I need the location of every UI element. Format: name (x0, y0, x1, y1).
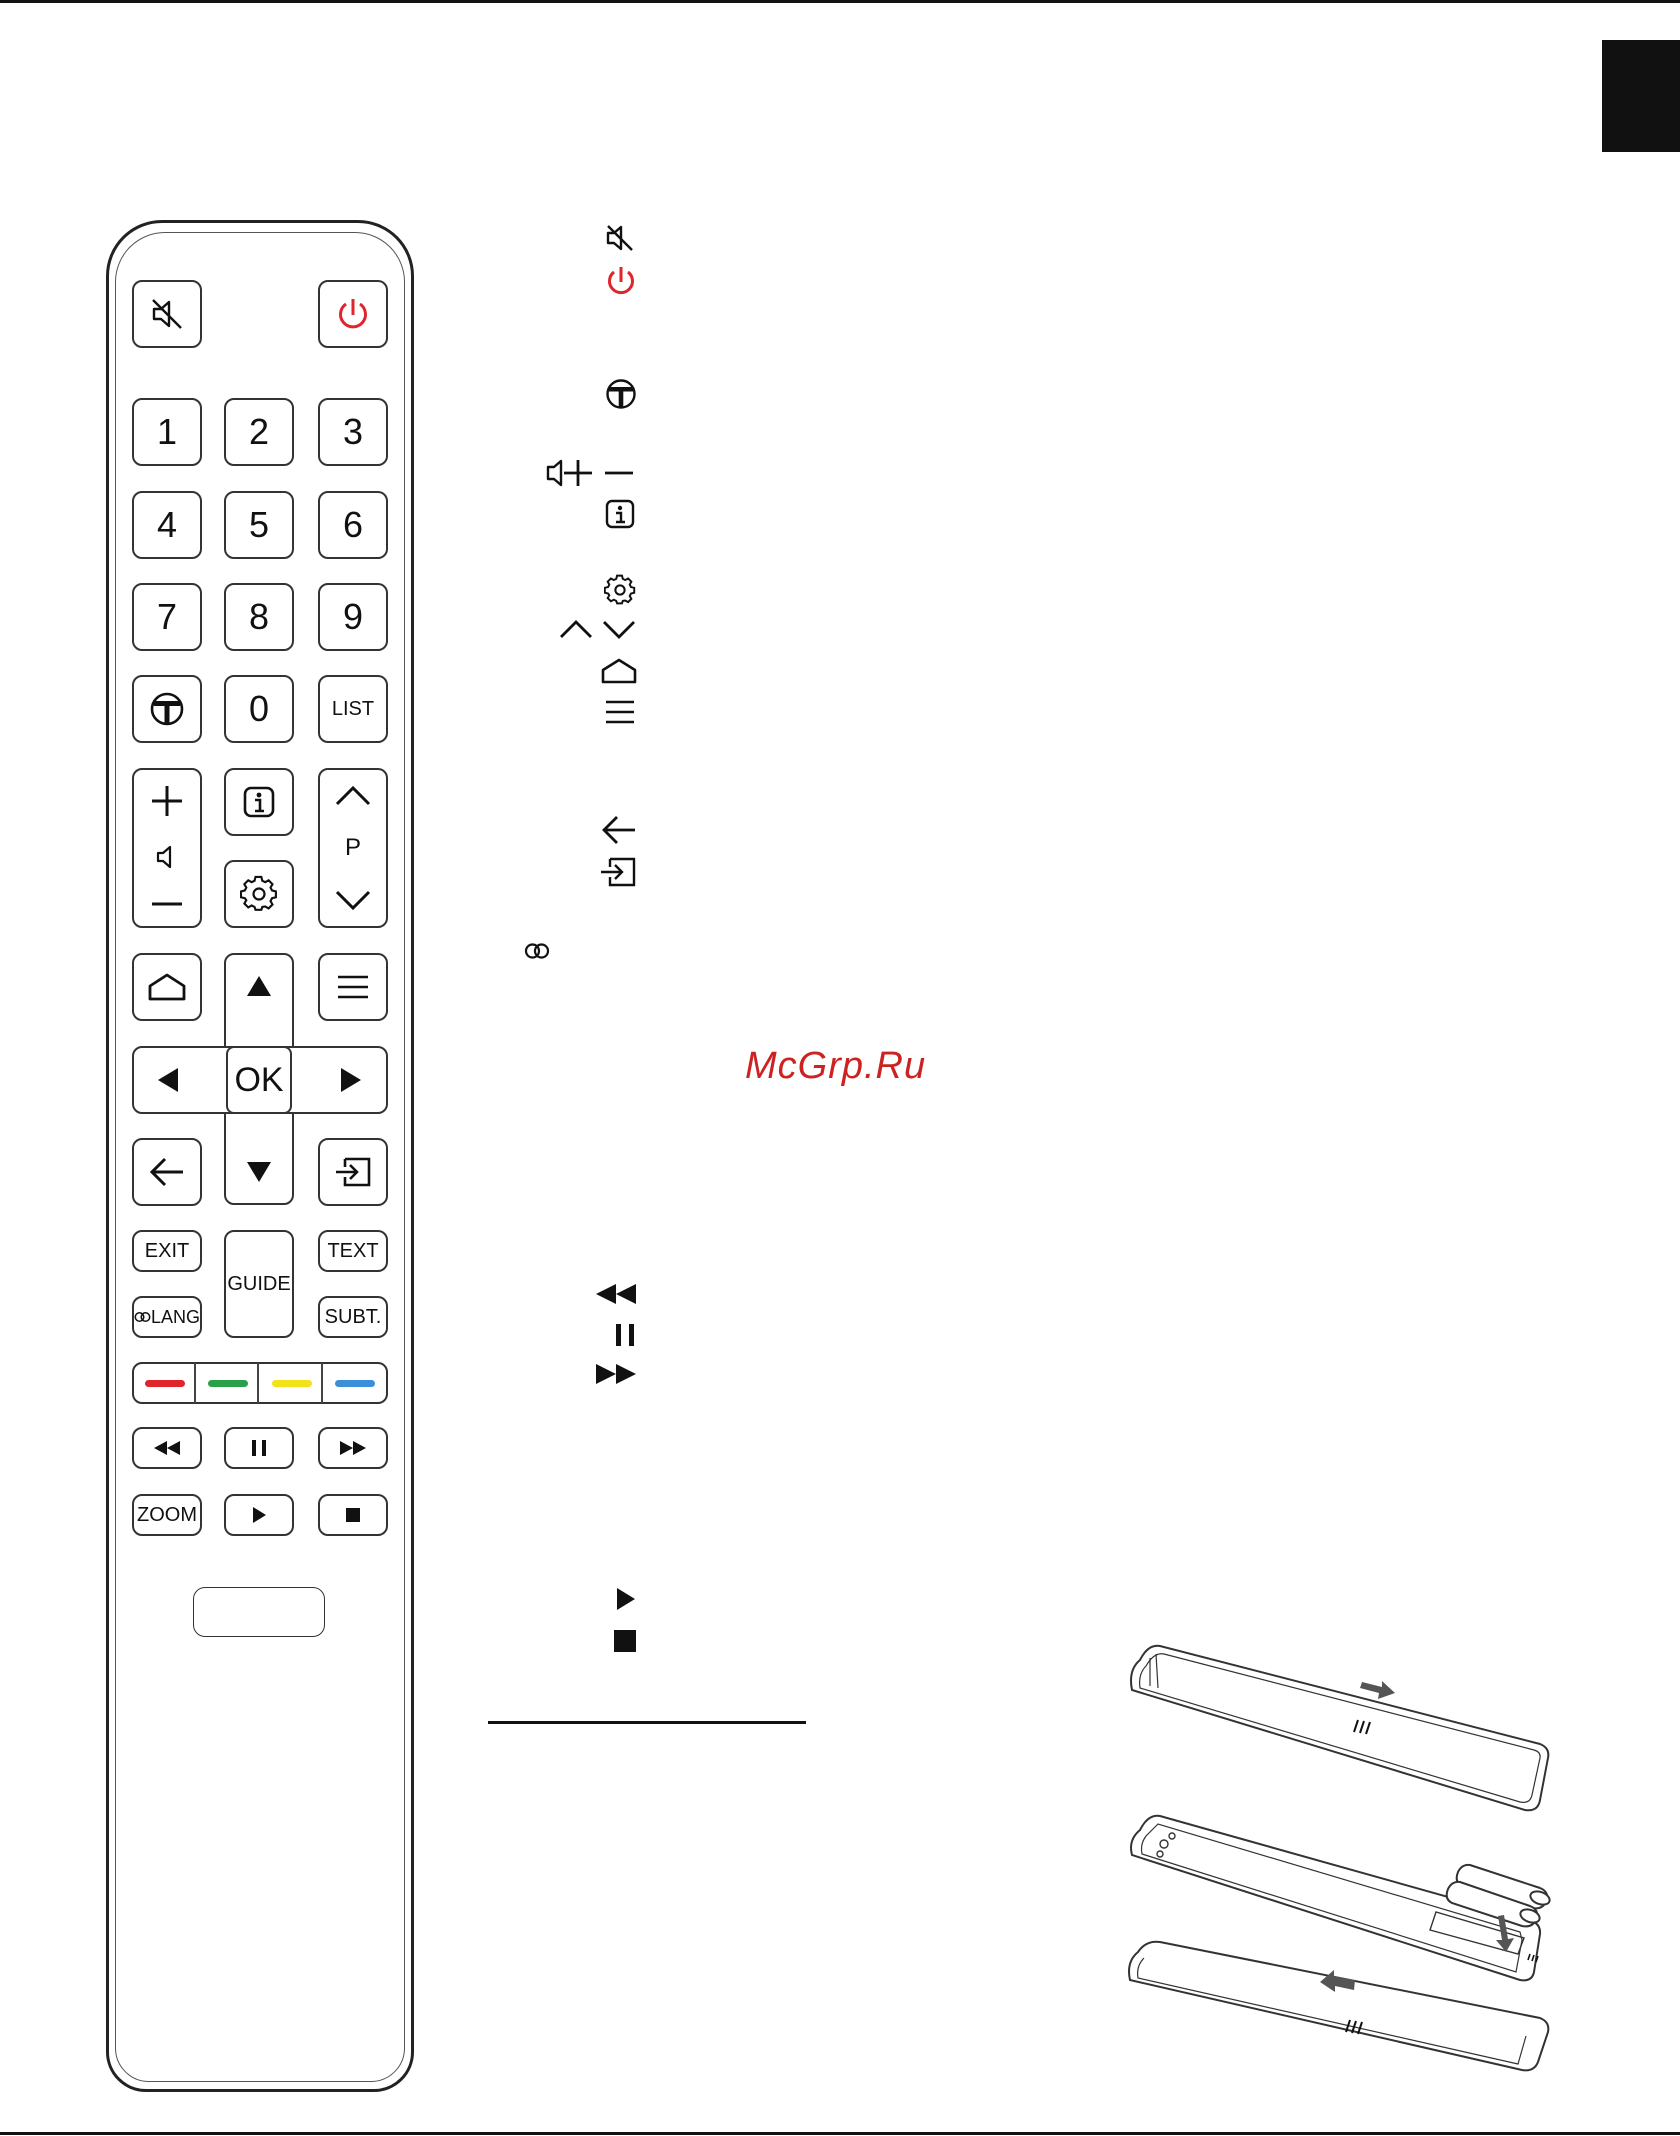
mute-icon (604, 222, 636, 254)
ok-label: OK (234, 1060, 284, 1099)
mute-button[interactable] (132, 280, 202, 348)
arrow-up-icon[interactable] (245, 974, 273, 998)
tv-t-icon (604, 377, 638, 411)
tv-t-button[interactable] (132, 675, 202, 743)
ok-button[interactable] (226, 1046, 292, 1114)
play-button[interactable] (224, 1494, 294, 1536)
back-icon (600, 814, 638, 846)
chevron-down-icon[interactable] (333, 888, 373, 914)
number-label: 3 (342, 411, 364, 452)
pause-button[interactable] (224, 1427, 294, 1469)
pause-icon (612, 1322, 638, 1348)
guide-button[interactable] (224, 1230, 294, 1338)
green-key-bar (208, 1380, 248, 1387)
subt-label: SUBT. (324, 1305, 382, 1328)
volume-icon (155, 844, 179, 870)
menu-icon (604, 698, 636, 726)
chevron-up-icon[interactable] (333, 782, 373, 808)
red-key[interactable] (136, 1363, 196, 1403)
number-label: 7 (156, 596, 178, 637)
zoom-label: ZOOM (137, 1503, 197, 1526)
back-icon (147, 1155, 187, 1189)
blue-key[interactable] (326, 1363, 384, 1403)
input-source-button[interactable] (318, 1138, 388, 1206)
text-button[interactable] (318, 1230, 388, 1272)
tv-t-icon (148, 690, 186, 728)
mute-icon (149, 296, 185, 332)
battery-installation-diagram (1120, 1640, 1580, 2080)
list-label: LIST (331, 697, 375, 720)
subtitle-button[interactable] (318, 1296, 388, 1338)
number-label: 1 (156, 411, 178, 452)
arrow-down-icon[interactable] (245, 1160, 273, 1184)
number-label: 9 (342, 596, 364, 637)
pause-icon (249, 1439, 269, 1457)
play-icon (614, 1586, 638, 1612)
red-key-bar (145, 1380, 185, 1387)
arrow-right-icon[interactable] (339, 1066, 363, 1094)
number-button-8[interactable] (224, 583, 294, 651)
stop-button[interactable] (318, 1494, 388, 1536)
text-label: TEXT (327, 1239, 379, 1262)
exit-button[interactable] (132, 1230, 202, 1272)
number-button-5[interactable] (224, 491, 294, 559)
number-label: 6 (342, 504, 364, 545)
slide-arrow-right-icon (1360, 1681, 1395, 1699)
stop-icon (345, 1507, 361, 1523)
settings-icon (240, 875, 278, 913)
play-icon (250, 1506, 268, 1524)
color-key-strip (132, 1362, 388, 1404)
plus-icon[interactable] (148, 782, 186, 820)
volume-rocker[interactable] (132, 768, 202, 928)
remote-cover-step-1 (1131, 1646, 1548, 1811)
number-label: 2 (248, 411, 270, 452)
number-label: 5 (248, 504, 270, 545)
menu-icon (335, 972, 371, 1002)
channel-up-down-icon (558, 616, 638, 642)
menu-button[interactable] (318, 953, 388, 1021)
power-icon (604, 264, 638, 298)
exit-label: EXIT (144, 1239, 190, 1262)
stop-icon (612, 1628, 638, 1654)
channel-rocker[interactable] (318, 768, 388, 928)
list-button[interactable] (318, 675, 388, 743)
number-button-7[interactable] (132, 583, 202, 651)
volume-plus-minus-icon (545, 456, 637, 490)
lang-button[interactable] (132, 1296, 202, 1338)
blank-function-button[interactable] (193, 1587, 325, 1637)
p-label: P (344, 834, 361, 861)
top-rule (0, 0, 1680, 3)
settings-icon (604, 574, 636, 606)
power-button[interactable] (318, 280, 388, 348)
number-button-1[interactable] (132, 398, 202, 466)
guide-label: GUIDE (227, 1272, 291, 1295)
bottom-rule (0, 2132, 1680, 2135)
section-heading-underline (488, 1721, 806, 1724)
number-label: 4 (156, 504, 178, 545)
green-key[interactable] (199, 1363, 259, 1403)
number-label: 8 (248, 596, 270, 637)
info-button[interactable] (224, 768, 294, 836)
fast-forward-button[interactable] (318, 1427, 388, 1469)
rewind-button[interactable] (132, 1427, 202, 1469)
number-button-4[interactable] (132, 491, 202, 559)
fast-forward-icon (338, 1440, 368, 1456)
number-button-9[interactable] (318, 583, 388, 651)
blue-key-bar (335, 1380, 375, 1387)
yellow-key[interactable] (263, 1363, 323, 1403)
number-button-3[interactable] (318, 398, 388, 466)
info-icon (604, 498, 636, 530)
number-button-6[interactable] (318, 491, 388, 559)
number-button-2[interactable] (224, 398, 294, 466)
yellow-key-bar (272, 1380, 312, 1387)
watermark: McGrp.Ru (745, 1045, 927, 1087)
info-icon (241, 784, 277, 820)
power-icon (334, 295, 372, 333)
lang-icon (134, 1310, 151, 1324)
lang-icon (524, 942, 550, 960)
number-button-0[interactable] (224, 675, 294, 743)
home-icon (600, 656, 638, 686)
chapter-tab (1602, 40, 1680, 152)
input-source-icon (598, 855, 638, 889)
rewind-icon (594, 1282, 638, 1306)
zoom-button[interactable] (132, 1494, 202, 1536)
arrow-left-icon[interactable] (156, 1066, 180, 1094)
number-label: 0 (248, 688, 270, 729)
input-source-icon (333, 1155, 373, 1189)
settings-button[interactable] (224, 860, 294, 928)
home-icon (146, 971, 188, 1003)
lang-label: LANG (150, 1306, 200, 1327)
fast-forward-icon (594, 1362, 638, 1386)
back-button[interactable] (132, 1138, 202, 1206)
home-button[interactable] (132, 953, 202, 1021)
rewind-icon (152, 1440, 182, 1456)
minus-icon[interactable] (148, 894, 186, 914)
